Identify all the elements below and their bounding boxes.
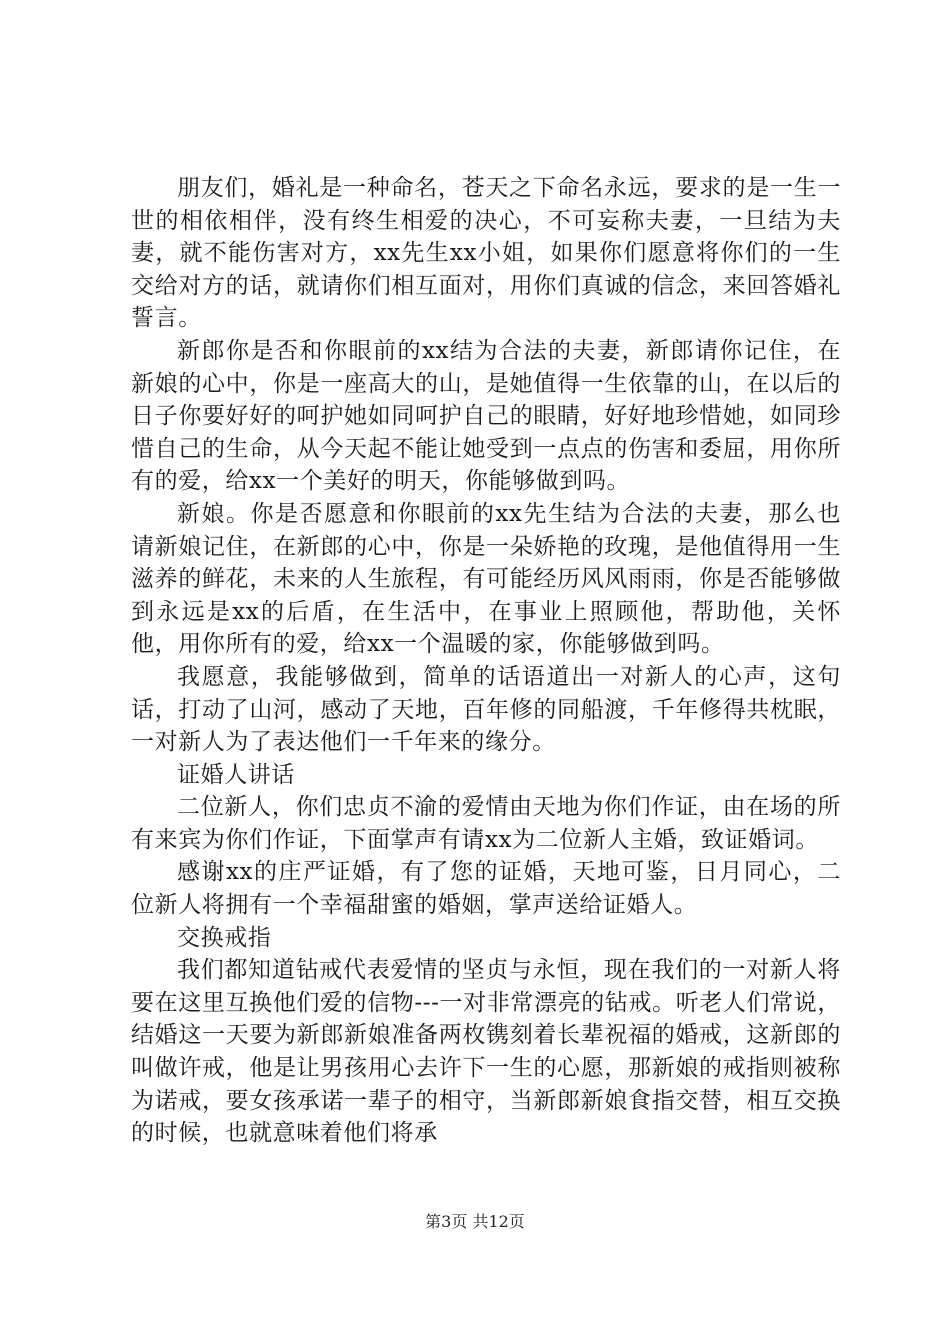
document-body — [131, 172, 841, 1150]
paragraph-groom-vow: 新郎你是否和你眼前的xx结为合法的夫妻，新郎请你记住，在新娘的心中，你是一座高大的山，是她值得一生依靠的山，在以后的日子你要好好的呵护她如同呵护自己的眼睛，好好地珍惜她，如同珍惜自己的生命，从今天起不能让她受到一点点的伤害和委屈，用你所有的爱，给xx一个美好的明天，你能够做到吗。 — [131, 337, 841, 495]
paragraph-bride-vow: 新娘。你是否愿意和你眼前的xx先生结为合法的夫妻，那么也请新娘记住，在新郎的心中，你是一朵娇艳的玫瑰，是他值得用一生滋养的鲜花，未来的人生旅程，有可能经历风风雨雨，你是否能够做到永远是xx的后盾，在生活中，在事业上照顾他，帮助他，关怀他，用你所有的爱，给xx一个温暖的家，你能够做到吗。 — [131, 500, 841, 658]
paragraph-i-do: 我愿意，我能够做到，简单的话语道出一对新人的心声，这句话，打动了山河，感动了天地，百年修的同船渡，千年修得共枕眠，一对新人为了表达他们一千年来的缘分。 — [131, 663, 841, 756]
paragraph-officiant-thanks: 感谢xx的庄严证婚，有了您的证婚，天地可鉴，日月同心，二位新人将拥有一个幸福甜蜜的婚姻，掌声送给证婚人。 — [131, 859, 841, 919]
paragraph-officiant-invite: 二位新人，你们忠贞不渝的爱情由天地为你们作证，由在场的所有来宾为你们作证，下面掌声有请xx为二位新人主婚，致证婚词。 — [131, 794, 841, 853]
page-footer: 第3页 共12页 — [425, 1212, 525, 1231]
section-heading-officiant-speech: 证婚人讲话 — [177, 761, 295, 788]
section-heading-ring-exchange: 交换戒指 — [177, 924, 272, 951]
paragraph-wedding-vows-intro: 朋友们，婚礼是一种命名，苍天之下命名永远，要求的是一生一世的相依相伴，没有终生相爱的决心，不可妄称夫妻，一旦结为夫妻，就不能伤害对方，xx先生xx小姐，如果你们愿意将你们的一生交给对方的话，就请你们相互面对，用你们真诚的信念，来回答婚礼誓言。 — [131, 175, 841, 332]
paragraph-ring-exchange: 我们都知道钻戒代表爱情的坚贞与永恒，现在我们的一对新人将要在这里互换他们爱的信物---一对非常漂亮的钻戒。听老人们常说，结婚这一天要为新郎新娘准备两枚镌刻着长辈祝福的婚戒，这新郎的叫做许戒，他是让男孩用心去许下一生的心愿，那新娘的戒指则被称为诺戒，要女孩承诺一辈子的相守，当新郎新娘食指交替，相互交换的时候，也就意味着他们将承 — [131, 957, 841, 1147]
